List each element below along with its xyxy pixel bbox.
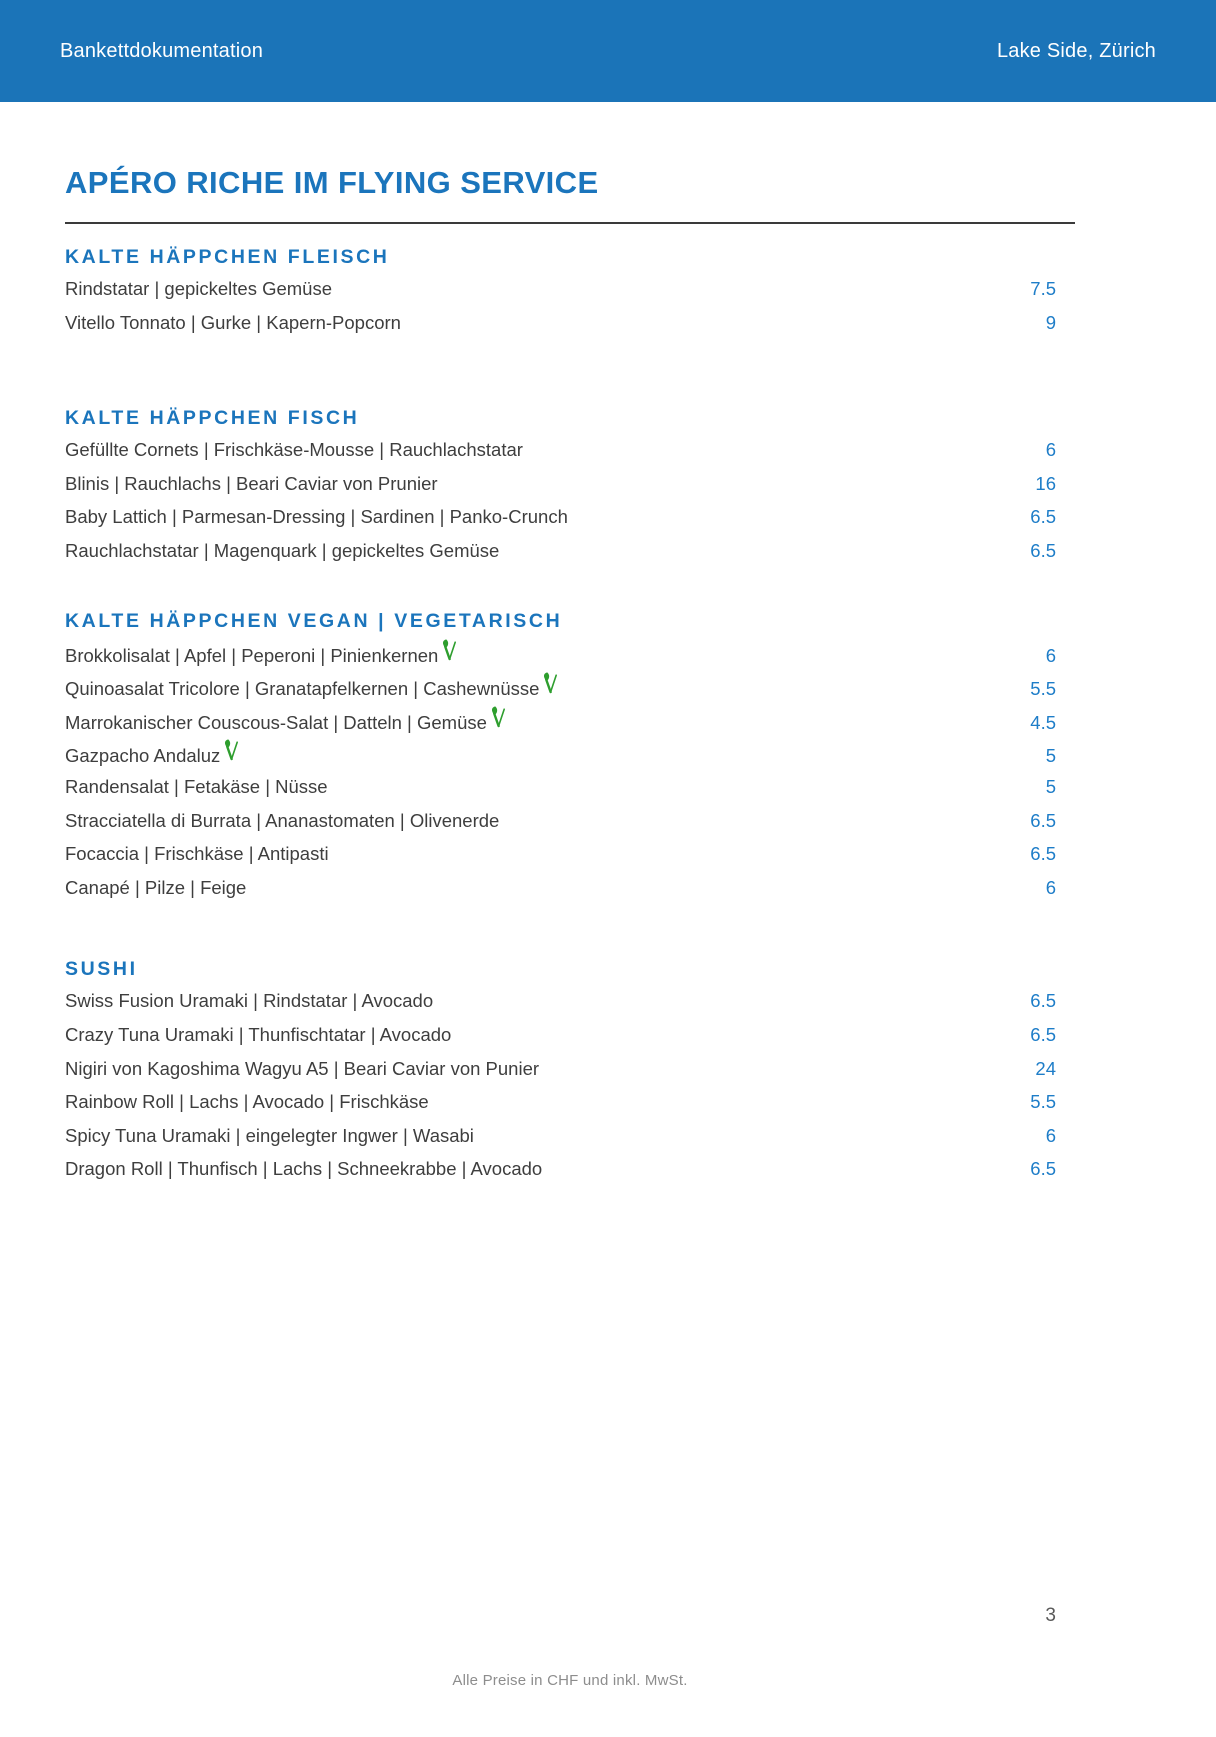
menu-item-row [65,439,1056,473]
menu-item-name: Spicy Tuna Uramaki | eingelegter Ingwer | Wasabi [65,1124,474,1146]
menu-item-name: Marrokanischer Couscous-Salat | Datteln | Gemüse [65,709,506,734]
section-heading: KALTE HÄPPCHEN VEGAN | VEGETARISCH [65,609,563,632]
document-header-bar [0,0,1216,102]
menu-item-price: 6 [1045,439,1056,461]
menu-item-price: 6.5 [1030,1023,1056,1045]
menu-item-name: Vitello Tonnato | Gurke | Kapern-Popcorn [65,311,401,333]
section-heading: SUSHI [65,958,138,981]
menu-item-price: 6.5 [1030,809,1056,831]
price-footnote: Alle Preise in CHF und inkl. MwSt. [452,1672,688,1689]
menu-item-price: 5 [1045,745,1056,767]
menu-item-price: 16 [1035,472,1056,494]
menu-item-name: Crazy Tuna Uramaki | Thunfischtatar | Avocado [65,1023,452,1045]
menu-item-row [65,278,1056,312]
menu-item-row [65,506,1056,540]
menu-item-row [65,1158,1056,1192]
vegan-leaf-icon [223,739,239,761]
menu-item-name: Baby Lattich | Parmesan-Dressing | Sardinen | Panko-Crunch [65,506,568,528]
menu-section [65,956,1056,1192]
menu-item-name: Swiss Fusion Uramaki | Rindstatar | Avocado [65,990,434,1012]
menu-item-row [65,776,1056,810]
page-content [0,160,1216,1192]
menu-item-price: 6.5 [1030,506,1056,528]
menu-item-row [65,990,1056,1024]
menu-item-price: 6 [1045,1124,1056,1146]
menu-item-name: Rindstatar | gepickeltes Gemüse [65,278,333,299]
vegan-leaf-icon [441,639,457,661]
header-right-location: Lake Side, Zürich [996,39,1156,62]
menu-item-row [65,473,1056,507]
menu-item-row [65,810,1056,844]
menu-item-price: 24 [1035,1057,1056,1079]
header-left-title: Bankettdokumentation [60,39,264,62]
menu-item-name: Gazpacho Andaluz [65,742,239,767]
menu-item-price: 6 [1045,876,1056,898]
menu-section [65,608,1056,911]
menu-item-name: Brokkolisalat | Apfel | Peperoni | Pinienkernen [65,642,457,667]
menu-section [65,405,1056,573]
menu-item-name: Canapé | Pilze | Feige [65,876,247,898]
menu-item-row [65,1091,1056,1125]
menu-item-row [65,1058,1056,1092]
menu-item-price: 9 [1045,311,1056,333]
menu-sections [65,244,1056,1192]
vegan-leaf-icon [542,672,558,694]
menu-item-price: 7.5 [1030,278,1056,299]
menu-item-price: 6.5 [1030,990,1056,1012]
menu-item-row [65,742,1056,776]
menu-item-price: 6.5 [1030,843,1056,865]
menu-item-row [65,843,1056,877]
menu-item-name: Dragon Roll | Thunfisch | Lachs | Schneekrabbe | Avocado [65,1158,543,1180]
title-rule-divider [65,222,1075,224]
menu-item-row [65,312,1056,346]
menu-item-price: 6.5 [1030,1158,1056,1180]
menu-item-name: Focaccia | Frischkäse | Antipasti [65,843,329,865]
menu-item-name: Nigiri von Kagoshima Wagyu A5 | Beari Caviar von Punier [65,1057,540,1079]
menu-item-price: 5.5 [1030,678,1056,700]
menu-item-row [65,1024,1056,1058]
menu-item-name: Randensalat | Fetakäse | Nüsse [65,775,328,797]
menu-item-price: 5.5 [1030,1091,1056,1113]
menu-item-price: 5 [1045,775,1056,797]
menu-item-name: Rauchlachstatar | Magenquark | gepickeltes Gemüse [65,539,500,561]
menu-item-name: Blinis | Rauchlachs | Beari Caviar von Prunier [65,472,438,494]
menu-item-row [65,1125,1056,1159]
vegan-leaf-icon [490,706,506,728]
menu-item-name: Gefüllte Cornets | Frischkäse-Mousse | Rauchlachstatar [65,439,523,461]
menu-item-row [65,675,1056,709]
section-heading: KALTE HÄPPCHEN FISCH [65,407,360,430]
section-heading: KALTE HÄPPCHEN FLEISCH [65,246,390,268]
page-title: APÉRO RICHE IM FLYING SERVICE [65,165,599,200]
menu-item-row [65,709,1056,743]
page-number: 3 [1045,1605,1056,1626]
menu-item-price: 6 [1045,644,1056,666]
menu-item-name: Quinoasalat Tricolore | Granatapfelkernen | Cashewnüsse [65,675,558,700]
menu-section [65,244,1056,345]
menu-item-row [65,642,1056,676]
menu-item-name: Stracciatella di Burrata | Ananastomaten | Olivenerde [65,809,500,831]
menu-item-price: 6.5 [1030,539,1056,561]
menu-item-row [65,877,1056,911]
menu-item-name: Rainbow Roll | Lachs | Avocado | Frischkäse [65,1091,429,1113]
menu-item-row [65,540,1056,574]
menu-item-price: 4.5 [1030,711,1056,733]
